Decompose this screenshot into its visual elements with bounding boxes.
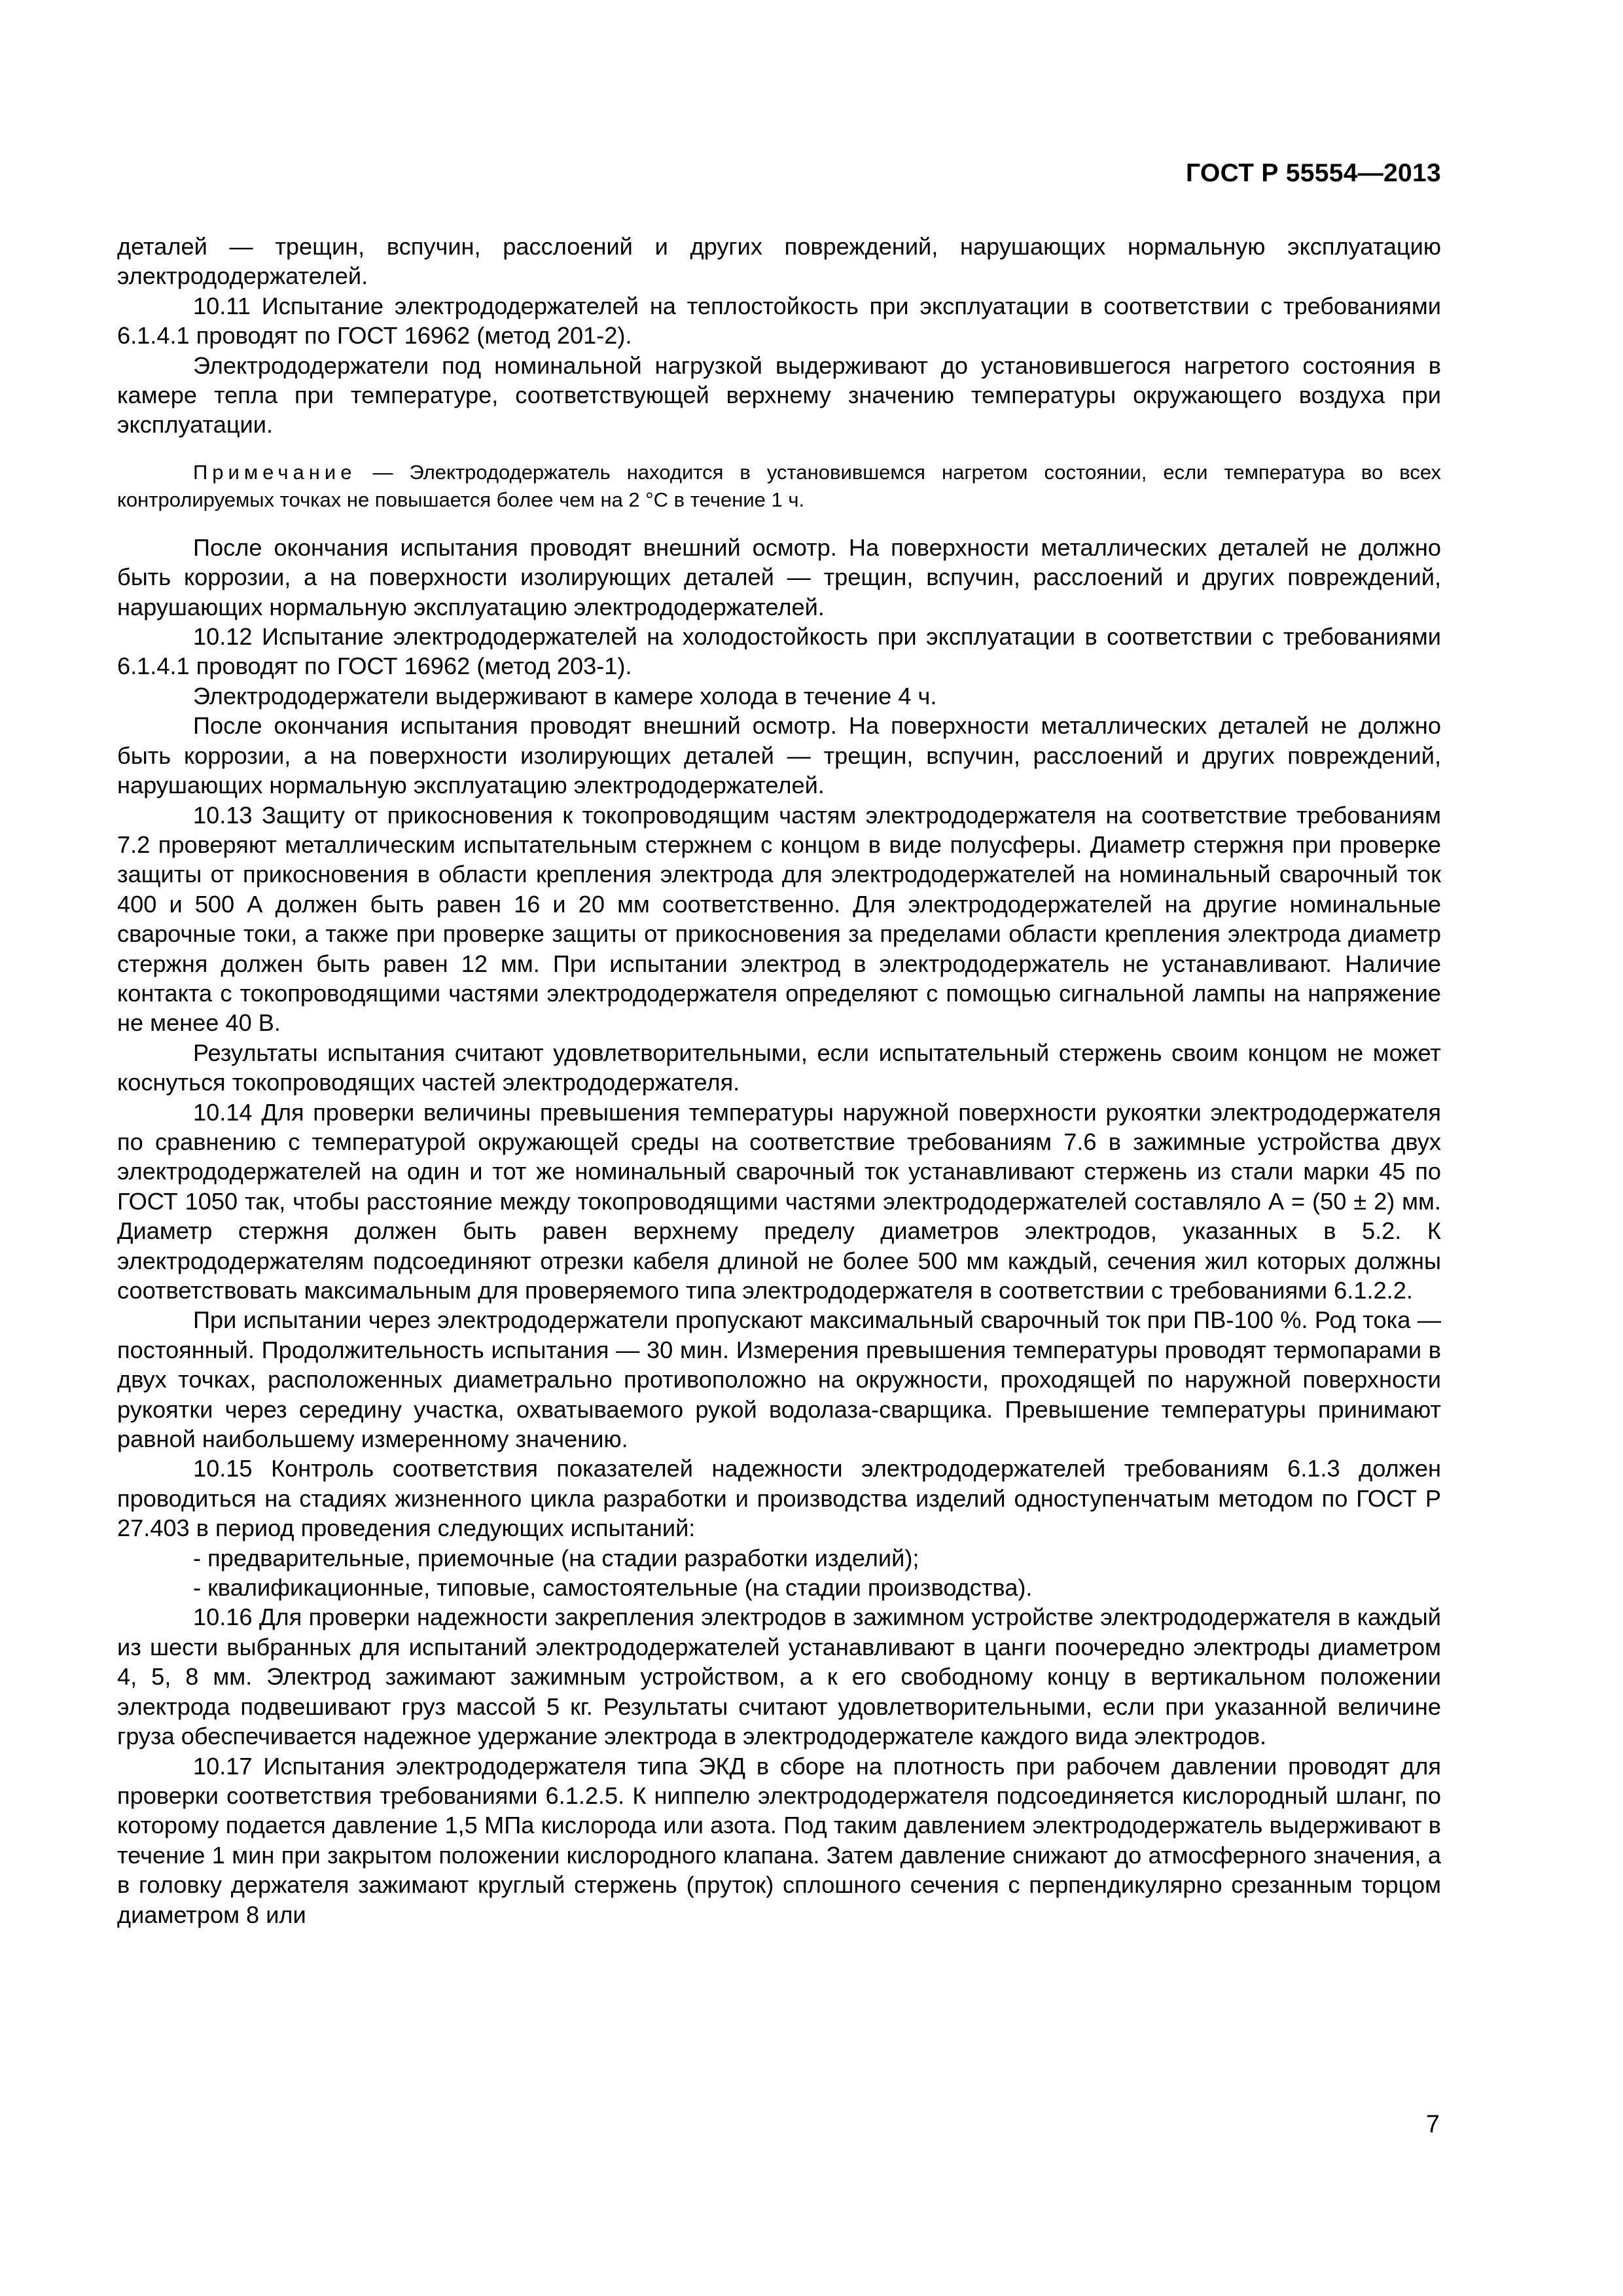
document-body — [117, 232, 1441, 1929]
paragraph: Результаты испытания считают удовлетворительными, если испытательный стержень своим концом не может коснуться токопроводящих частей электрододержателя. — [117, 1039, 1441, 1096]
section-10-14: 10.14 Для проверки величины превышения температуры наружной поверхности рукоятки электрододержателя по сравнению с температурой окружающей среды на соответствие требованиям 7.6 в зажимные устройства двух электрододержателей на один и тот же номинальный сварочный ток устанавливают стержень из стали марки 45 по ГОСТ 1050 так, чтобы расстояние между токопроводящими частями электрододержателей составляло А = (50 ± 2) мм. Диаметр стержня должен быть равен верхнему пределу диаметров электродов, указанных в 5.2. К электрододержателям подсоединяют отрезки кабеля длиной не более 500 мм каждый, сечения жил которых должны соответствовать максимальным для проверяемого типа электрододержателя в соответствии с требованиями 6.1.2.2. — [117, 1098, 1441, 1304]
section-10-17: 10.17 Испытания электрододержателя типа ЭКД в сборе на плотность при рабочем давлении проводят для проверки соответствия требованиями 6.1.2.5. К ниппелю электрододержателя подсоединяется кислородный шланг, по которому подается давление 1,5 МПа кислорода или азота. Под таким давлением электрододержатель выдерживают в течение 1 мин при закрытом положении кислородного клапана. Затем давление снижают до атмосферного значения, а в головку держателя зажимают круглый стержень (пруток) сплошного сечения с перпендикулярно срезанным торцом диаметром 8 или — [117, 1752, 1441, 1928]
section-10-11: 10.11 Испытание электрододержателей на теплостойкость при эксплуатации в соответствии с требованиями 6.1.4.1 проводят по ГОСТ 16962 (метод 201-2). — [117, 292, 1441, 350]
note — [117, 459, 1441, 514]
paragraph: Электрододержатели выдерживают в камере холода в течение 4 ч. — [193, 682, 937, 709]
section-10-13: 10.13 Защиту от прикосновения к токопроводящим частям электрододержателя на соответствие требованиям 7.2 проверяют металлическим испытательным стержнем с концом в виде полусферы. Диаметр стержня при проверке защиты от прикосновения в области крепления электрода для электрододержателей на номинальный сварочный ток 400 и 500 А должен быть равен 16 и 20 мм соответственно. Для электрододержателей на другие номинальные сварочные токи, а также при проверке защиты от прикосновения за пределами области крепления электрода диаметр стержня должен быть равен 12 мм. При испытании электрод в электрододержатель не устанавливают. Наличие контакта с токопроводящими частями электрододержателя определяют с помощью сигнальной лампы на напряжение не менее 40 В. — [117, 801, 1441, 1037]
note-text: — Электрододержатель находится в установившемся нагретом состоянии, если температура во всех контролируемых точках не повышается более чем на 2 °С в течение 1 ч. — [117, 460, 1441, 511]
paragraph: После окончания испытания проводят внешний осмотр. На поверхности металлических деталей не должно быть коррозии, а на поверхности изолирующих деталей — трещин, вспучин, расслоений и других повреждений, нарушающих нормальную эксплуатацию электрододержателей. — [117, 533, 1441, 620]
section-10-15: 10.15 Контроль соответствия показателей надежности электрододержателей требованиям 6.1.3 должен проводиться на стадиях жизненного цикла разработки и производства изделий одноступенчатым методом по ГОСТ Р 27.403 в период проведения следующих испытаний: — [117, 1455, 1441, 1542]
paragraph: Электрододержатели под номинальной нагрузкой выдерживают до установившегося нагретого состояния в камере тепла при температуре, соответствующей верхнему значению температуры окружающего воздуха при эксплуатации. — [117, 351, 1441, 439]
paragraph: При испытании через электрододержатели пропускают максимальный сварочный ток при ПВ-100 %. Род тока — постоянный. Продолжительность испытания — 30 мин. Измерения превышения температуры проводят термопарами в двух точках, расположенных диаметрально противоположно на окружности, проходящей по наружной поверхности рукоятки через середину участка, охватываемого рукой водолаза-сварщика. Превышение температуры принимают равной наибольшему измеренному значению. — [117, 1306, 1441, 1453]
section-10-12: 10.12 Испытание электрододержателей на холодостойкость при эксплуатации в соответствии с требованиями 6.1.4.1 проводят по ГОСТ 16962 (метод 203-1). — [117, 623, 1441, 680]
paragraph: деталей — трещин, вспучин, расслоений и других повреждений, нарушающих нормальную эксплуатацию электрододержателей. — [117, 233, 1441, 290]
section-10-16: 10.16 Для проверки надежности закрепления электродов в зажимном устройстве электрододержателя в каждый из шести выбранных для испытаний электрододержателей устанавливают в цанги поочередно электроды диаметром 4, 5, 8 мм. Электрод зажимают зажимным устройством, а к его свободному концу в вертикальном положении электрода подвешивают груз массой 5 кг. Результаты считают удовлетворительными, если при указанной величине груза обеспечивается надежное удержание электрода в электрододержателе каждого вида электродов. — [117, 1604, 1441, 1750]
paragraph: После окончания испытания проводят внешний осмотр. На поверхности металлических деталей не должно быть коррозии, а на поверхности изолирующих деталей — трещин, вспучин, расслоений и других повреждений, нарушающих нормальную эксплуатацию электрододержателей. — [117, 712, 1441, 799]
document-number-header: ГОСТ Р 55554—2013 — [1186, 159, 1441, 187]
note-label: Примечание — [193, 460, 357, 484]
page-number: 7 — [1425, 2111, 1440, 2138]
list-item: - квалификационные, типовые, самостоятельные (на стадии производства). — [193, 1574, 1033, 1602]
list-item: - предварительные, приемочные (на стадии разработки изделий); — [193, 1544, 919, 1571]
